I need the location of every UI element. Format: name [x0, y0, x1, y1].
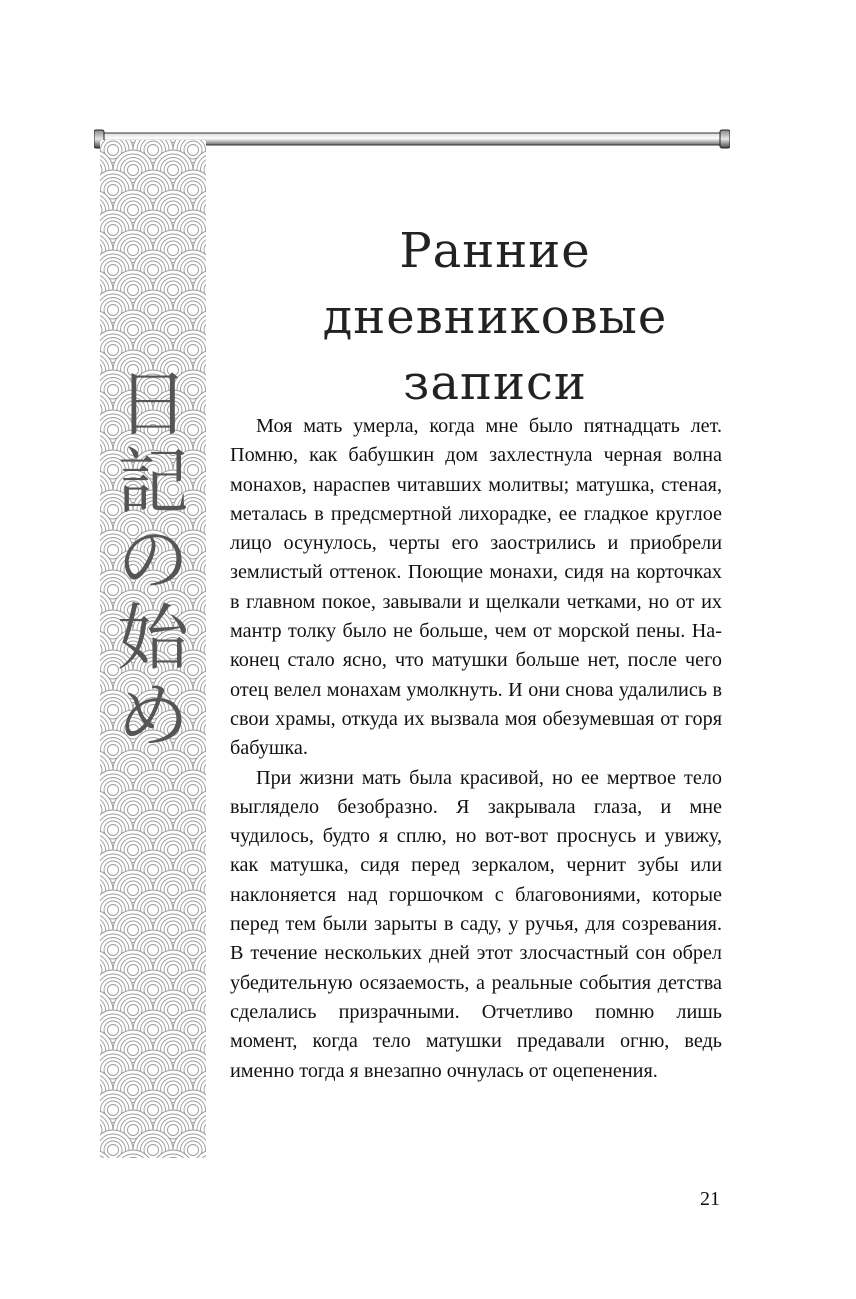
body-text — [230, 412, 722, 1086]
page-number: 21 — [700, 1188, 720, 1210]
chapter-title-line: Ранние — [399, 223, 591, 279]
vertical-title-char: め — [116, 674, 189, 758]
vertical-japanese-title — [100, 362, 206, 758]
chapter-title — [260, 218, 730, 416]
vertical-title-char: 日 — [116, 362, 189, 446]
vertical-title-char: の — [116, 518, 189, 602]
chapter-title-line: записи — [403, 355, 587, 411]
chapter-title-line: дневниковые — [322, 289, 668, 345]
vertical-title-char: 始 — [116, 596, 189, 680]
paragraph: Моя мать умерла, когда мне было пятнадцать лет. Помню, как бабушкин дом захлестнула черная волна монахов, нараспев читавших молитвы; матушка, стеная, металась в предсмертной лихорадке, ее гладкое круглое лицо осунулось, черты его заострились и приобрели землистый оттенок. Поющие монахи, сидя на корточках в главном покое, завывали и щелкали четками, но от их мантр толку было не больше, чем от морской пены. Наконец стало ясно, что матушки больше нет, после чего отец велел монахам умолкнуть. И они снова удалились в свои храмы, откуда их вызвала моя обезумевшая от горя бабушка. — [230, 415, 722, 760]
vertical-title-char: 記 — [116, 440, 189, 524]
paragraph: При жизни мать была красивой, но ее мертвое тело выглядело безобразно. Я закрывала глаза, и мне чудилось, будто я сплю, но вот-вот проснусь и увижу, как матушка, сидя перед зеркалом, чернит зубы или наклоняется над горшочком с благовониями, которые перед тем были зарыты в саду, у ручья, для созревания. В течение нескольких дней этот злосчастный сон обрел убедительную осязаемость, а реальные события детства сделались призрачными. Отчетливо помню лишь момент, когда тело матушки предавали огню, ведь именно тогда я внезапно очнулась от оцепенения. — [230, 766, 722, 1082]
vertical-banner — [100, 140, 206, 1158]
